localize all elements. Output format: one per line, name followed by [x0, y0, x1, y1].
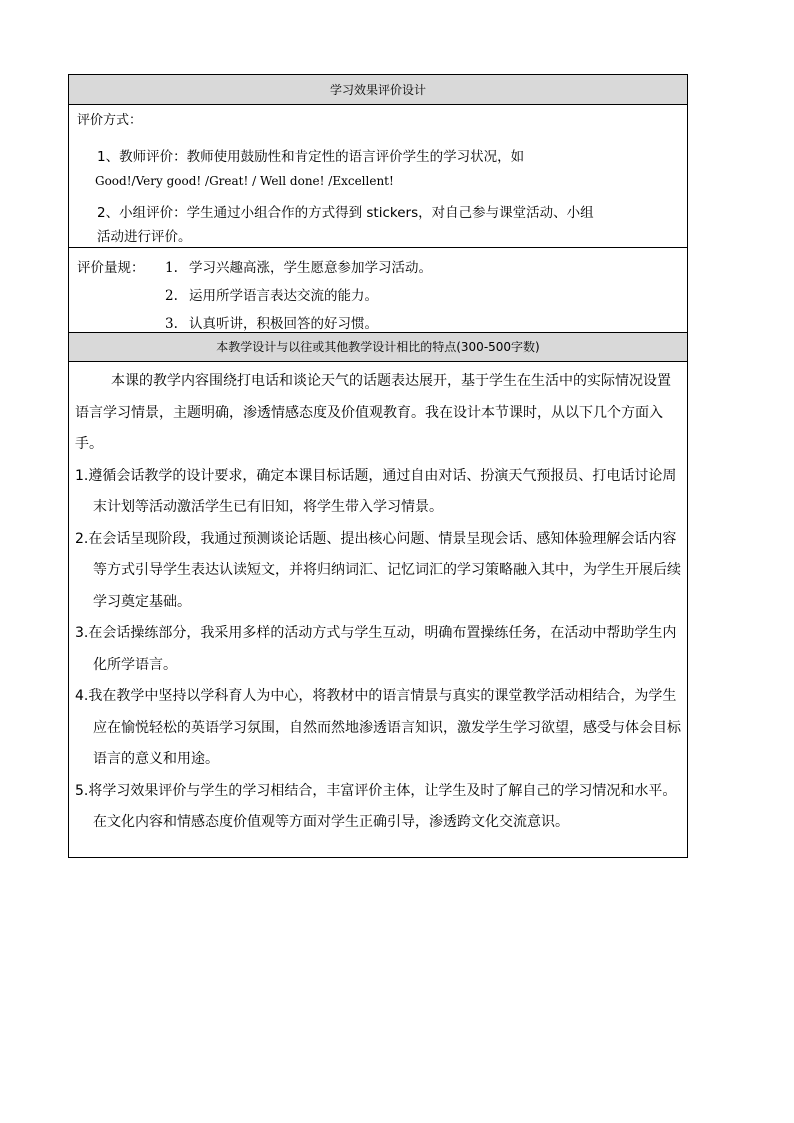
features-intro: 本课的教学内容围绕打电话和谈论天气的话题表达展开，基于学生在生活中的实际情况设置语言学习情景，主题明确，渗透情感态度及价值观教育。我在设计本节课时，从以下几个方面入手。	[75, 373, 671, 452]
section-header-evaluation	[69, 75, 687, 105]
feature-item: 2.在会话呈现阶段，我通过预测谈论话题、提出核心问题、情景呈现会话、感知体验理解会话内容等方式引导学生表达认读短文，并将归纳词汇、记忆词汇的学习策略融入其中，为学生开展后续学习奠定基础。	[75, 530, 681, 610]
evaluation-method-cell	[69, 105, 687, 248]
rubric-item-number: 3.	[165, 316, 178, 332]
group-eval-line1: 2、小组评价：学生通过小组合作的方式得到 stickers，对自己参与课堂活动、小组	[97, 205, 594, 221]
rubric-item-text: 学习兴趣高涨，学生愿意参加学习活动。	[189, 260, 432, 276]
rubric-item-text: 认真听讲，积极回答的好习惯。	[189, 316, 378, 332]
teacher-eval-examples: Good!/Very good! /Great! / Well done! /Excellent!	[95, 174, 394, 188]
rubric-item	[77, 254, 679, 282]
feature-item: 4.我在教学中坚持以学科育人为中心，将教材中的语言情景与真实的课堂教学活动相结合，为学生应在愉悦轻松的英语学习氛围，自然而然地渗透语言知识，激发学生学习欲望，感受与体会目标语言的意义和用途。	[75, 688, 681, 767]
rubric-item-number: 1.	[165, 260, 178, 276]
teacher-evaluation	[77, 145, 679, 193]
feature-item: 5.将学习效果评价与学生的学习相结合，丰富评价主体，让学生及时了解自己的学习情况和水平。在文化内容和情感态度价值观等方面对学生正确引导，渗透跨文化交流意识。	[75, 782, 677, 830]
rubric-item-number: 2.	[165, 288, 178, 304]
teacher-eval-text: 1、教师评价：教师使用鼓励性和肯定性的语言评价学生的学习状况，如	[97, 149, 525, 165]
rubric-label: 评价量规：	[77, 260, 145, 276]
section-title: 本教学设计与以往或其他教学设计相比的特点(300-500字数)	[216, 340, 540, 354]
method-label: 评价方式：	[77, 113, 143, 128]
rubric-item-text: 运用所学语言表达交流的能力。	[189, 288, 378, 304]
section-title: 学习效果评价设计	[329, 83, 426, 97]
rubric-item	[77, 282, 679, 310]
feature-item: 3.在会话操练部分，我采用多样的活动方式与学生互动，明确布置操练任务，在活动中帮助学生内化所学语言。	[75, 625, 677, 673]
feature-item: 1.遵循会话教学的设计要求，确定本课目标话题，通过自由对话、扮演天气预报员、打电话讨论周末计划等活动激活学生已有旧知，将学生带入学习情景。	[75, 467, 677, 515]
group-eval-line2: 活动进行评价。	[97, 229, 192, 245]
group-evaluation	[77, 201, 679, 249]
features-cell	[69, 362, 687, 857]
evaluation-table	[68, 74, 688, 858]
evaluation-rubric-cell	[69, 248, 687, 333]
